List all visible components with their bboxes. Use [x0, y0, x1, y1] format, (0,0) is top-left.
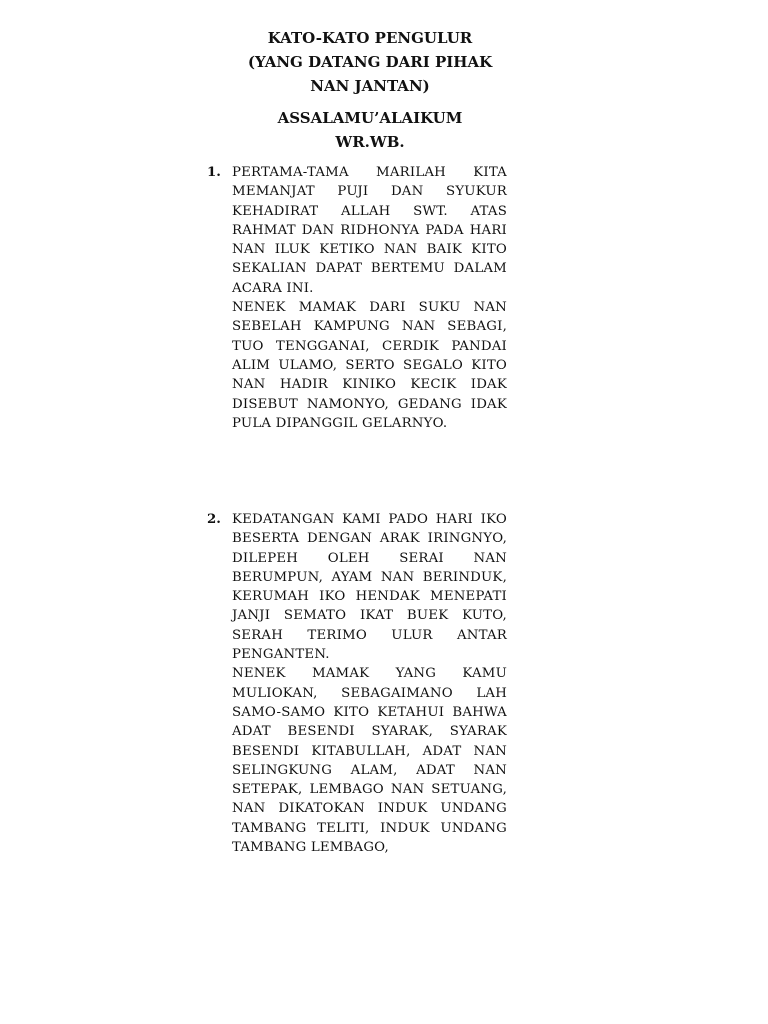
greeting-heading [200, 106, 540, 154]
item-number: 1. [207, 165, 221, 180]
greeting-line: ASSALAMU’ALAIKUM [277, 109, 463, 127]
paragraph: NENEK MAMAK DARI SUKU NAN SEBELAH KAMPUNG NAN SEBAGI, TUO TENGGANAI, CERDIK PANDAI ALIM ULAMO, SERTO SEGALO KITO NAN HADIR KINIKO KECIK IDAK DISEBUT NAMONYO, GEDANG IDAK PULA DIPANGGIL GELARNYO. [232, 300, 507, 431]
paragraph: PERTAMA-TAMA MARILAH KITA MEMANJAT PUJI DAN SYUKUR KEHADIRAT ALLAH SWT. ATAS RAHMAT DAN RIDHONYA PADA HARI NAN ILUK KETIKO NAN BAIK KITO SEKALIAN DAPAT BERTEMU DALAM ACARA INI. [232, 165, 507, 296]
item-body [232, 510, 507, 857]
item-number: 2. [207, 512, 221, 527]
document-title [200, 26, 540, 98]
paragraph: KEDATANGAN KAMI PADO HARI IKO BESERTA DENGAN ARAK IRINGNYO, DILEPEH OLEH SERAI NAN BERUMPUN, AYAM NAN BERINDUK, KERUMAH IKO HENDAK MENEPATI JANJI SEMATO IKAT BUEK KUTO, SERAH TERIMO ULUR ANTAR PENGANTEN. [232, 512, 507, 663]
title-line: NAN JANTAN) [310, 77, 430, 95]
title-line: KATO-KATO PENGULUR [267, 29, 473, 47]
title-line: (YANG DATANG DARI PIHAK [247, 53, 493, 71]
greeting-line: WR.WB. [335, 133, 405, 151]
paragraph: NENEK MAMAK YANG KAMU MULIOKAN, SEBAGAIMANO LAH SAMO-SAMO KITO KETAHUI BAHWA ADAT BESENDI SYARAK, SYARAK BESENDI KITABULLAH, ADAT NAN SELINGKUNG ALAM, ADAT NAN SETEPAK, LEMBAGO NAN SETUANG, NAN DIKATOKAN INDUK UNDANG TAMBANG TELITI, INDUK UNDANG TAMBANG LEMBAGO, [232, 666, 507, 856]
list-item [207, 510, 507, 857]
list-item [207, 163, 507, 433]
item-body [232, 163, 507, 433]
